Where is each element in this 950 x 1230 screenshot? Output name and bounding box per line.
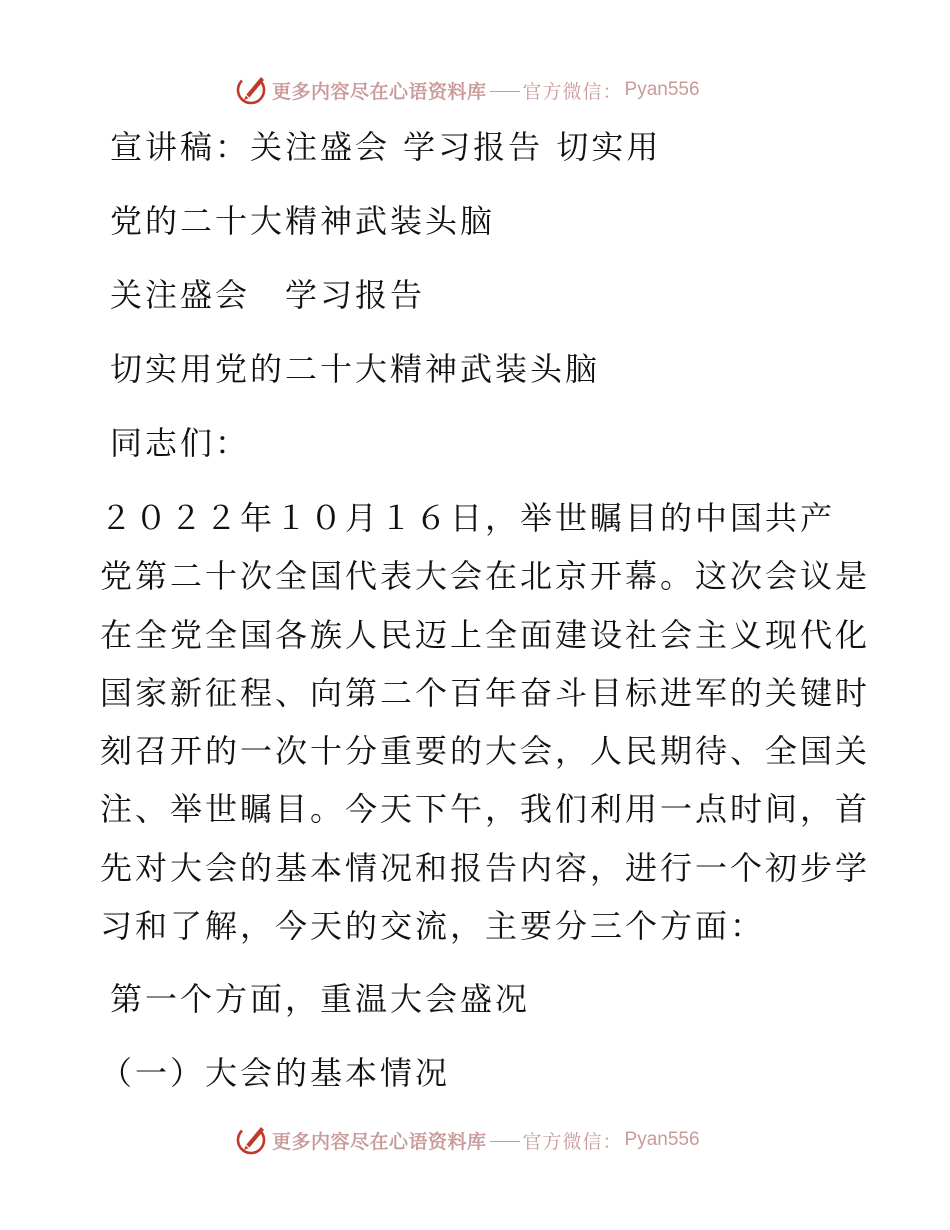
paragraph-line: ２０２２年１０月１６日，举世瞩目的中国共产: [100, 499, 836, 537]
subtitle-line-2: 切实用党的二十大精神武装头脑: [110, 350, 601, 388]
paragraph-line: 注、举世瞩目。今天下午，我们利用一点时间，首: [100, 790, 871, 829]
footer-banner: [234, 1122, 700, 1158]
banner-wechat-label: 官方微信：: [522, 1130, 623, 1153]
banner-wechat-id: Pyan556: [624, 79, 700, 100]
greeting: 同志们：: [110, 424, 251, 462]
paragraph-line: 在全党全国各族人民迈上全面建设社会主义现代化: [100, 615, 871, 654]
banner-slogan: 更多内容尽在心语资料库: [272, 1130, 487, 1153]
quill-pen-logo-icon: [234, 73, 268, 107]
intro-paragraph: [100, 500, 880, 966]
subtitle-line-1: 关注盛会 学习报告: [110, 276, 426, 314]
paragraph-line: 先对大会的基本情况和报告内容，进行一个初步学: [100, 848, 871, 887]
paragraph-line: 习和了解，今天的交流，主要分三个方面：: [100, 907, 766, 946]
paragraph-line: 刻召开的一次十分重要的大会，人民期待、全国关: [100, 732, 871, 771]
header-banner: [234, 72, 700, 108]
banner-wechat-id: Pyan556: [624, 1129, 700, 1150]
sub-heading: （一）大会的基本情况: [100, 1054, 451, 1092]
banner-slogan: 更多内容尽在心语资料库: [272, 80, 487, 103]
paragraph-line: 国家新征程、向第二个百年奋斗目标进军的关键时: [100, 673, 871, 712]
banner-dash: [490, 91, 520, 92]
banner-wechat-label: 官方微信：: [522, 80, 623, 103]
title-line-2: 党的二十大精神武装头脑: [110, 202, 496, 240]
section-heading: 第一个方面，重温大会盛况: [110, 980, 531, 1018]
quill-pen-logo-icon: [234, 1123, 268, 1157]
paragraph-line: 党第二十次全国代表大会在北京开幕。这次会议是: [100, 557, 871, 596]
banner-dash: [490, 1141, 520, 1142]
title-line-1: 宣讲稿：关注盛会 学习报告 切实用: [110, 128, 662, 166]
